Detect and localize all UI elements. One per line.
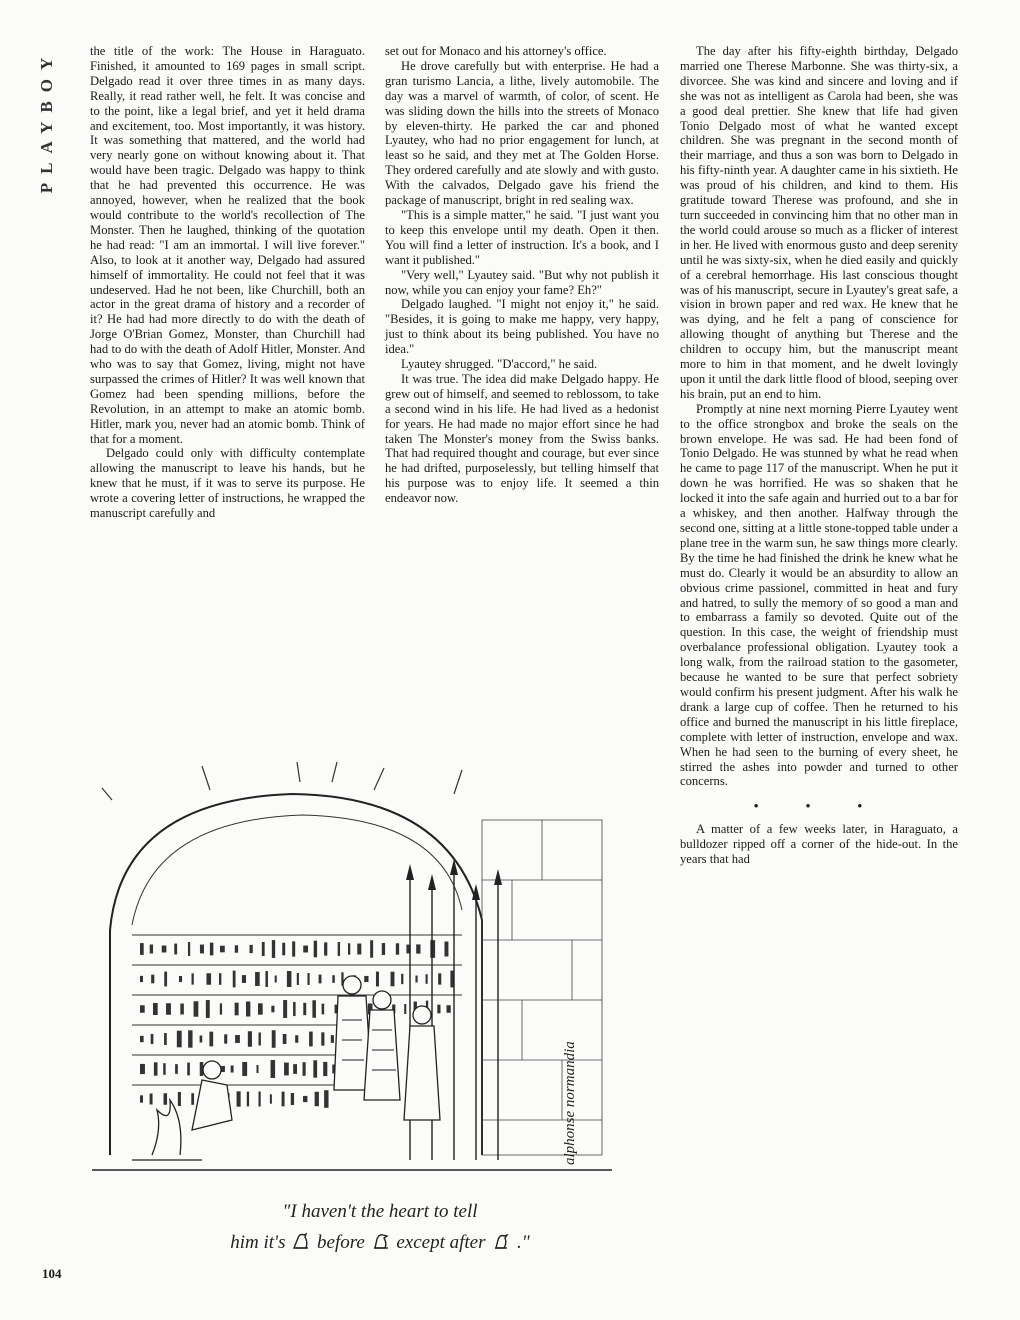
hieroglyph-mark — [447, 1005, 451, 1013]
hieroglyph-mark — [401, 974, 403, 984]
hieroglyph-mark — [338, 942, 340, 956]
hieroglyph-mark — [313, 1060, 317, 1077]
hieroglyph-mark — [348, 943, 350, 954]
paragraph: The day after his fifty-eighth birthday, Delgado married one Therese Marbonne. She was thirty-six, a divorcee. She was kind and sincere and loving and if she was not as intelligent as Carola had been, she was a good deal prettier. She knew that life had given Tonio Delgado most of what he wanted except children. She was pregnant in the second month of their marriage, and thus a son was born to Delgado in his fifty-ninth year. A daughter came in his sixtieth. He was proud of his children, and kind to them. His gratitude toward Therese was profound, and she in turn succeeded in convincing him that no other man in the world could arouse so much as a flicker of interest in her. He lived with enormous gusto and deep serenity until he was sixty-six, when he died easily and quickly of a cerebral hemorrhage. His last conscious thought was of his manuscript, secure in Lyautey's great safe, a vision in brown paper and red wax. He knew that he was dying, and he felt a pang of conscience for allowing thought of anything but Therese and the children to occupy him, but the manuscript meant more to him in that moment, and he dwelt lovingly upon it until the dark little flood of blood, seeping over his brain, put an end to him. — [680, 44, 958, 401]
hieroglyph-mark — [194, 1001, 199, 1016]
hieroglyph-mark — [153, 1003, 158, 1015]
hieroglyph-mark — [150, 945, 153, 954]
text-column-1 — [90, 44, 365, 521]
hieroglyph-mark — [235, 1003, 239, 1016]
hieroglyph-mark — [188, 942, 190, 956]
hieroglyph-mark — [220, 946, 225, 953]
hieroglyph-mark — [357, 944, 361, 955]
hieroglyph-mark — [315, 1092, 319, 1106]
caption-line-1: "I haven't the heart to tell — [282, 1201, 478, 1222]
hieroglyph-mark — [258, 1091, 260, 1106]
hieroglyph-mark — [303, 1062, 306, 1076]
paragraph: Delgado could only with difficulty contemplate allowing the manuscript to leave his hands, but he knew that he must, if it was to serve its purpose. He wrote a covering letter of instructions, he wrapped the manuscript carefully and — [90, 446, 365, 521]
hieroglyph-mark — [174, 944, 177, 955]
bird-hieroglyph-icon — [290, 1230, 312, 1252]
hieroglyph-mark — [275, 976, 277, 983]
hieroglyph-mark — [312, 1000, 316, 1018]
hieroglyph-mark — [287, 971, 292, 987]
hieroglyph-mark — [175, 1064, 178, 1074]
hieroglyph-mark — [150, 1094, 153, 1105]
cartoon-illustration — [92, 760, 612, 1180]
hieroglyph-mark — [248, 1031, 252, 1046]
paragraph: the title of the work: The House in Haraguato. Finished, it amounted to 169 pages in small script. Delgado read it over three times in as many days. Really, it read rather well, he felt. It was concise and to the point, like a legal brief, and yet it held drama and excitement, too. Most importantly, it was history. It was something that mattered, and the world had very nearly gone on without knowing about it. That would have been tragic. Delgado was happy to think that he had prevented this occurrence. He was annoyed, however, when he realized that the book would contribute to the world's recollection of The Monster. Then he laughed, thinking of the quotation he had read: "I am an immortal. I will live forever." Also, to look at it another way, Delgado had assured himself of immortality. He could not feel that it was undeserved. Had he not been, like Churchill, both an actor in the great drama of history and a recorder of it? He had had more directly to do with the death of Jorge O'Brian Gomez, Monster, than Churchill had had to do with the death of Adolf Hitler, Monster. And who was to say that Gomez, living, might not have surpassed the crimes of Hitler? It was well known that Gomez had been spending millions, before the Revolution, in an attempt to make an atomic bomb. Hitler, mark you, never had an atomic bomb. Think of that for a moment. — [90, 44, 365, 446]
hieroglyph-mark — [426, 974, 428, 984]
hieroglyph-mark — [164, 1093, 168, 1105]
cartoon-caption — [150, 1196, 610, 1258]
hieroglyph-mark — [255, 972, 260, 986]
paragraph: A matter of a few weeks later, in Haraguato, a bulldozer ripped off a corner of the hide-out. In the years that had — [680, 822, 958, 867]
hieroglyph-mark — [438, 973, 441, 984]
hieroglyph-mark — [224, 1034, 227, 1043]
hieroglyph-mark — [283, 1000, 287, 1018]
hieroglyph-mark — [220, 1003, 222, 1014]
hieroglyph-mark — [179, 976, 182, 982]
hieroglyph-mark — [200, 1035, 203, 1042]
hieroglyph-mark — [140, 1036, 144, 1042]
hieroglyph-mark — [233, 971, 236, 988]
hieroglyph-mark — [391, 972, 395, 987]
hieroglyph-mark — [210, 943, 213, 956]
hieroglyph-mark — [154, 1062, 158, 1075]
hieroglyph-mark — [430, 940, 435, 958]
hieroglyph-mark — [162, 946, 167, 953]
paragraph: Promptly at nine next morning Pierre Lyautey went to the office strongbox and broke the seals on the brown envelope. He was sad. He had been fond of Tonio Delgado. He was stunned by what he read when he came to page 117 of the manuscript. When he put it down he was horrified. He was so shaken that he locked it into the safe again and hurried out to a bar for a whiskey, and then another. Halfway through the second one, sitting at a little stone-topped table under a plane tree in the warm sun, he saw things more clearly. By the time he had finished the drink he knew what he must do. Clearly it would be an absurdity to allow an obvious crime passionel, committed in heat and fury and hatred, to sully the memory of so good a man and to embarrass a family so devoted. Quite out of the question. In this case, the weight of friendship must overbalance professional obligation. Lyautey took a long walk, from the railroad station to the gasometer, because he wanted to be sure that perfect sobriety would confirm his present judgment. After his walk he drank a large cup of coffee. Then he returned to his office and burned the manuscript in his little fireplace, complete with letter of instruction, envelope and wax. When he had seen to the burning of every sheet, he stirred the ashes into powder and turned to other concerns. — [680, 401, 958, 789]
hieroglyph-mark — [292, 941, 295, 956]
hieroglyph-mark — [376, 972, 379, 987]
text-column-2 — [385, 44, 659, 506]
hieroglyph-mark — [191, 1093, 194, 1105]
hieroglyph-mark — [247, 1092, 249, 1107]
hieroglyph-mark — [314, 941, 317, 958]
hieroglyph-mark — [242, 1062, 247, 1076]
hieroglyph-mark — [231, 1065, 234, 1072]
hieroglyph-mark — [396, 943, 399, 954]
hieroglyph-mark — [331, 1035, 334, 1043]
hieroglyph-mark — [270, 1094, 272, 1103]
hieroglyph-mark — [272, 940, 275, 958]
paragraph: He drove carefully but with enterprise. He had a gran turismo Lancia, a lithe, lively automobile. The day was a marvel of warmth, of color, of scent. He was sliding down the hills into the streets of Monaco by eleven-thirty. He parked the car and phoned Lyautey, who had no prior engagement for lunch, at least so he said, and they met at The Golden Horse. They ordered carefully and ate slowly and with gusto. With the calvados, Delgado gave his friend the package of manuscript, bright in red sealing wax. — [385, 58, 659, 208]
hieroglyph-mark — [370, 940, 373, 957]
hieroglyph-mark — [250, 945, 253, 953]
hieroglyph-mark — [265, 971, 268, 987]
hieroglyph-mark — [303, 1096, 307, 1102]
hieroglyph-mark — [309, 1032, 313, 1047]
bird-hieroglyph-icon — [370, 1230, 392, 1252]
hieroglyph-mark — [178, 1092, 181, 1106]
hieroglyph-mark — [416, 944, 420, 953]
paragraph: "Very well," Lyautey said. "But why not publish it now, while you can enjoy your fame? Eh?" — [385, 267, 659, 297]
paragraph: set out for Monaco and his attorney's office. — [385, 44, 607, 58]
paragraph: "This is a simple matter," he said. "I just want you to keep this envelope until my death. Open it then. You will find a letter of instruction. It's a book, and I want it published." — [385, 207, 659, 267]
hieroglyph-mark — [404, 1004, 406, 1014]
section-break: • • • — [753, 798, 885, 814]
hieroglyph-mark — [140, 1005, 145, 1012]
hieroglyph-mark — [322, 1004, 325, 1015]
hieroglyph-mark — [140, 943, 144, 955]
paragraph: Delgado laughed. "I might not enjoy it," he said. "Besides, it is going to make me happy, very happy, just to think about its being published. You have no idea." — [385, 297, 659, 357]
hieroglyph-mark — [200, 945, 204, 954]
hieroglyph-mark — [188, 1030, 192, 1047]
hieroglyph-mark — [364, 976, 368, 982]
hieroglyph-mark — [303, 1003, 306, 1015]
hieroglyph-mark — [272, 1030, 276, 1048]
hieroglyph-mark — [282, 1092, 285, 1107]
hieroglyph-mark — [192, 973, 194, 984]
hieroglyph-mark — [324, 942, 327, 955]
hieroglyph-mark — [235, 1035, 240, 1043]
hieroglyph-mark — [235, 945, 238, 952]
hieroglyph-mark — [293, 1002, 296, 1016]
hieroglyph-mark — [166, 1003, 171, 1015]
paragraph: Lyautey shrugged. "D'accord," he said. — [401, 357, 598, 372]
hieroglyph-mark — [187, 1063, 190, 1076]
hieroglyph-mark — [206, 973, 211, 984]
hieroglyph-mark — [415, 976, 417, 983]
hieroglyph-mark — [163, 1063, 165, 1075]
hieroglyph-mark — [237, 1091, 241, 1106]
hieroglyph-mark — [297, 973, 299, 985]
hieroglyph-mark — [332, 975, 334, 983]
hieroglyph-mark — [209, 1032, 213, 1047]
paragraph: It was true. The idea did make Delgado happy. He grew out of himself, and seemed to reblossom, to take a second wind in his life. He had lived as a hedonist for years. He had made no major effort since he had taken The Monster's money from the Swiss banks. That had required thought and courage, but ever since he had drifted, purposelessly, but telling himself that his purpose was to enjoy life. It seemed a thin endeavor now. — [385, 371, 659, 506]
hieroglyph-mark — [151, 1034, 154, 1044]
hieroglyph-mark — [206, 1000, 210, 1018]
hieroglyph-mark — [319, 975, 322, 984]
hieroglyph-mark — [140, 1095, 143, 1102]
hieroglyph-mark — [262, 942, 265, 956]
hieroglyph-mark — [382, 943, 385, 955]
hieroglyph-mark — [246, 1001, 250, 1016]
hieroglyph-mark — [271, 1006, 274, 1013]
hieroglyph-mark — [177, 1031, 182, 1048]
hieroglyph-mark — [437, 1005, 440, 1014]
hieroglyph-mark — [295, 1035, 298, 1042]
bird-hieroglyph-icon — [490, 1230, 512, 1252]
hieroglyph-mark — [221, 1066, 225, 1072]
hieroglyph-mark — [219, 973, 221, 985]
hieroglyph-mark — [151, 975, 154, 984]
hieroglyph-mark — [271, 1060, 276, 1078]
hieroglyph-mark — [256, 1065, 258, 1073]
caption-line-2: him it's before except after ." — [230, 1232, 530, 1253]
hieroglyph-mark — [258, 1032, 260, 1045]
hieroglyph-mark — [180, 1004, 183, 1015]
hieroglyph-mark — [445, 942, 449, 957]
hieroglyph-mark — [164, 972, 167, 987]
hieroglyph-mark — [307, 973, 309, 985]
hieroglyph-mark — [321, 1032, 324, 1045]
cartoonist-signature: alphonse normandia — [562, 1041, 578, 1165]
hieroglyph-mark — [242, 975, 246, 983]
hieroglyph-mark — [291, 1093, 294, 1105]
hieroglyph-mark — [323, 1062, 327, 1076]
hieroglyph-mark — [293, 1064, 297, 1074]
hieroglyph-mark — [164, 1033, 167, 1045]
hieroglyph-mark — [324, 1090, 328, 1108]
hieroglyph-mark — [282, 943, 285, 956]
hieroglyph-mark — [303, 946, 308, 953]
hieroglyph-mark — [140, 1064, 145, 1074]
masthead: PLAYBOY — [37, 48, 56, 194]
page-number: 104 — [42, 1266, 62, 1281]
text-column-3 — [680, 44, 958, 867]
hieroglyph-mark — [284, 1063, 289, 1076]
hieroglyph-mark — [258, 1003, 263, 1014]
hieroglyph-mark — [140, 976, 143, 982]
hieroglyph-mark — [283, 1034, 287, 1044]
